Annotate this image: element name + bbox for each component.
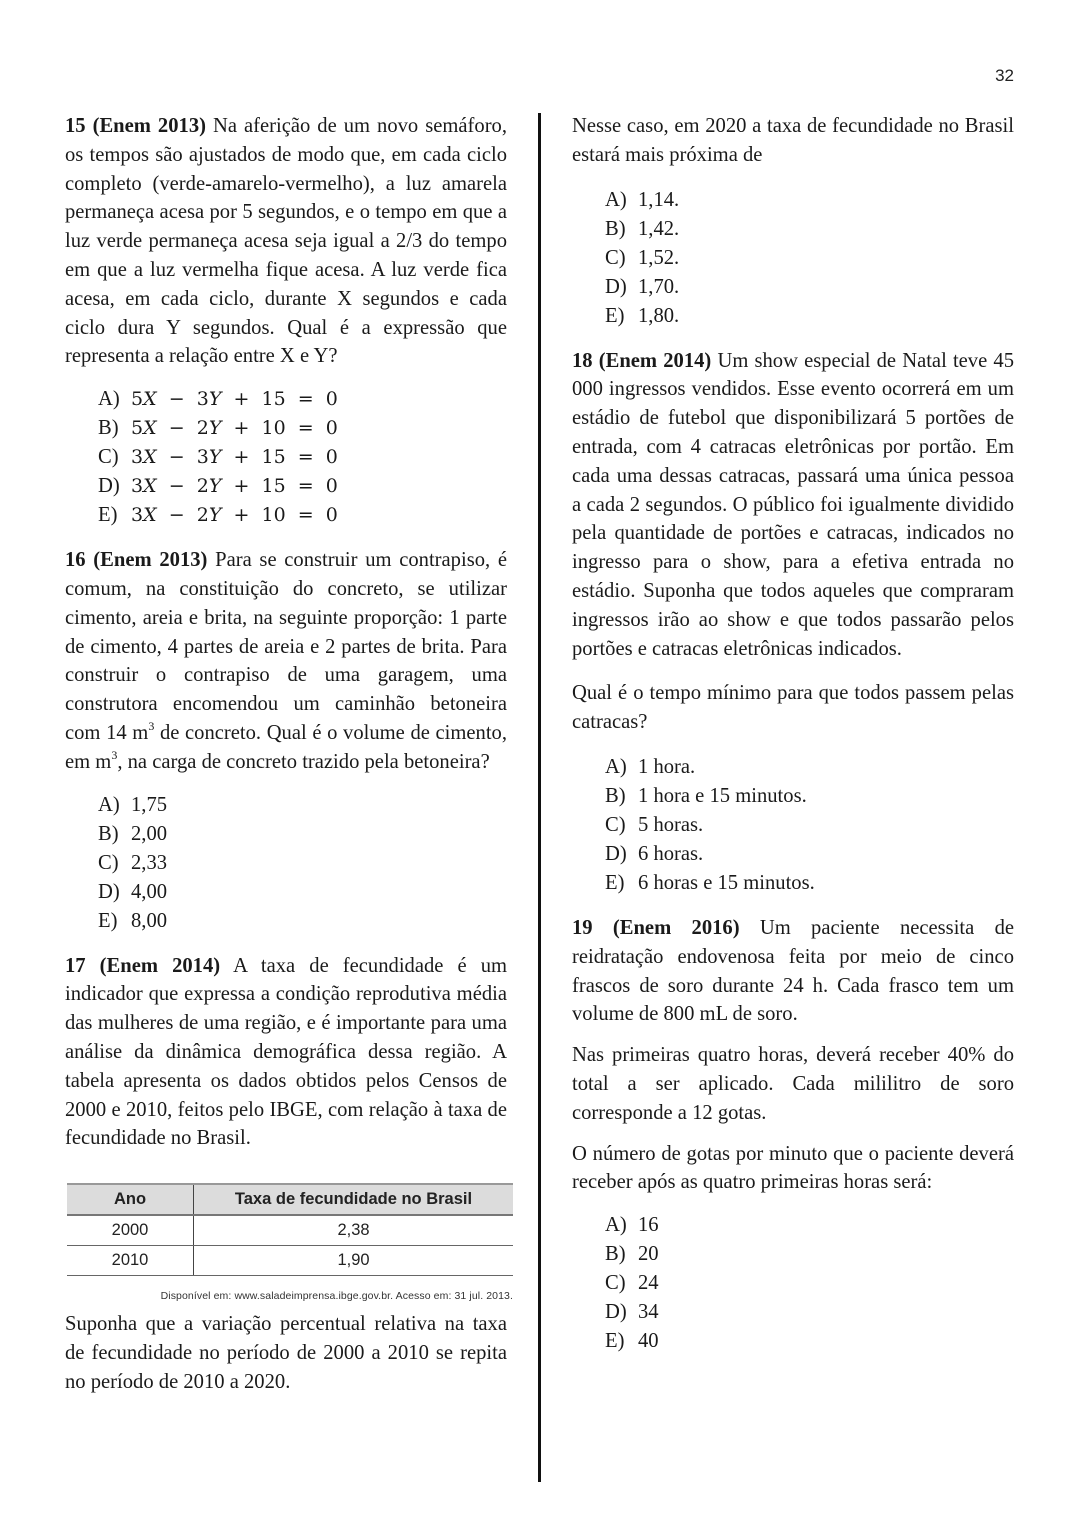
option-e[interactable]: E) 1,80.	[605, 304, 680, 327]
option-value: 40	[638, 1330, 659, 1353]
option-a[interactable]	[98, 385, 507, 414]
option-d[interactable]: D) 1,70.	[605, 275, 680, 298]
option-a[interactable]: A) 1,75	[98, 793, 168, 816]
option-e[interactable]: E) 8,00	[98, 909, 168, 932]
option-equation: 3X − 3Y + 15 = 0	[131, 446, 338, 469]
question-19-prompt: O número de gotas por minuto que o paciente deverá receber após as quatro primeiras horas será:	[572, 1142, 1014, 1194]
option-value: 1,14.	[638, 188, 680, 211]
table-source-note: Disponível em: www.saladeimprensa.ibge.gov.br. Acesso em: 31 jul. 2013.	[160, 1289, 513, 1302]
option-value: 1,52.	[638, 246, 680, 269]
option-value: 24	[638, 1272, 659, 1295]
question-15	[65, 112, 507, 530]
left-column	[65, 112, 513, 1397]
question-17-options	[605, 186, 1014, 331]
option-e[interactable]: E) 6 horas e 15 minutos.	[605, 871, 815, 894]
option-d[interactable]: D) 34	[605, 1301, 659, 1324]
option-value: 4,00	[131, 880, 168, 903]
option-d[interactable]: D) 4,00	[98, 880, 168, 903]
table-row	[67, 1215, 513, 1245]
option-letter: B)	[98, 417, 119, 440]
option-c[interactable]: C) 2,33	[98, 851, 168, 874]
option-letter: A)	[98, 388, 120, 411]
option-letter: D)	[98, 475, 120, 498]
question-15-options	[98, 385, 507, 530]
option-value: 34	[638, 1301, 659, 1324]
option-equation: 3X − 2Y + 10 = 0	[131, 504, 338, 527]
question-18-statement: 18 (Enem 2014) Um show especial de Natal teve 45 000 ingressos vendidos. Esse evento ocorrerá em um estádio de futebol que disponibilizará 5 portões de entrada, com 4 catracas eletrônicas por portão. Em cada uma dessas catracas, passará uma única pessoa a cada 2 segundos. O público foi igualmente dividido pela quantidade de portões e catracas, indicados no ingresso para o show, para a efetiva entrada no estádio. Suponha que todos aqueles que compraram ingressos irão ao show e que todos passarão pelos portões e catracas eletrônicas indicados.	[572, 349, 1014, 660]
option-letter: E)	[98, 504, 118, 527]
question-19-label: 19 (Enem 2016)	[572, 916, 740, 939]
question-17-label: 17 (Enem 2014)	[65, 954, 221, 977]
option-e[interactable]	[98, 501, 507, 530]
option-e[interactable]: E) 40	[605, 1330, 659, 1353]
option-a[interactable]: A) 16	[605, 1214, 659, 1237]
fertility-table	[67, 1183, 513, 1275]
option-value: 1 hora.	[638, 755, 696, 778]
question-17-assumption: Suponha que a variação percentual relativa na taxa de fecundidade no período de 2000 a 2010 se repita no período de 2010 a 2020.	[65, 1313, 507, 1393]
option-b[interactable]: B) 1,42.	[605, 217, 680, 240]
option-value: 1,42.	[638, 217, 680, 240]
option-b[interactable]	[98, 414, 507, 443]
option-value: 6 horas.	[638, 842, 704, 865]
question-19-options	[605, 1211, 1014, 1356]
question-17-continued	[572, 112, 1014, 331]
option-value: 20	[638, 1243, 659, 1266]
question-16	[65, 546, 507, 935]
question-16-options	[98, 791, 507, 936]
cell-year: 2010	[67, 1245, 194, 1275]
option-c[interactable]: C) 24	[605, 1272, 659, 1295]
option-b[interactable]: B) 1 hora e 15 minutos.	[605, 784, 807, 807]
option-equation: 5X − 3Y + 15 = 0	[131, 388, 338, 411]
question-16-label: 16 (Enem 2013)	[65, 549, 208, 572]
option-a[interactable]: A) 1,14.	[605, 188, 680, 211]
option-value: 6 horas e 15 minutos.	[638, 871, 815, 894]
question-15-text: Na aferição de um novo semáforo, os tempos são ajustados de modo que, em cada ciclo completo (verde-amarelo-vermelho), a luz amarela permaneça acesa por 5 segundos, e o tempo em que a luz verde permaneça acesa seja igual a 2/3 do tempo em que a luz vermelha fique acesa. A luz verde fica acesa, em cada ciclo, durante X segundos e cada ciclo dura Y segundos. Qual é a expressão que representa a relação entre X e Y?	[65, 115, 507, 368]
cell-rate: 1,90	[194, 1245, 514, 1275]
option-equation: 5X − 2Y + 10 = 0	[131, 417, 338, 440]
question-17-prompt: Nesse caso, em 2020 a taxa de fecundidade no Brasil estará mais próxima de	[572, 115, 1014, 166]
option-value: 1,80.	[638, 304, 680, 327]
question-19	[572, 914, 1014, 1356]
option-d[interactable]	[98, 472, 507, 501]
option-value: 2,00	[131, 822, 168, 845]
question-16-statement: 16 (Enem 2013) Para se construir um contrapiso, é comum, na constituição do concreto, se utilizar cimento, areia e brita, na seguinte proporção: 1 parte de cimento, 4 partes de areia e 2 partes de brita. Para construir o contrapiso de uma garagem, uma construtora encomendou um caminhão betoneira com 14 $m^3$ de concreto. Qual é o volume de cimento, em $m^3$, na carga de concreto trazido pela betoneira?	[65, 549, 507, 773]
question-19-statement: 19 (Enem 2016) Um paciente necessita de reidratação endovenosa feita por meio de cinco frascos de soro durante 24 h. Cada frasco tem um volume de 800 mL de soro.	[572, 916, 1015, 1026]
option-value: 2,33	[131, 851, 168, 874]
right-column	[572, 112, 1014, 1370]
option-equation: 3X − 2Y + 15 = 0	[131, 475, 338, 498]
fertility-table-container	[67, 1183, 513, 1310]
option-c[interactable]: C) 5 horas.	[605, 813, 704, 836]
column-header-rate: Taxa de fecundidade no Brasil	[194, 1184, 514, 1215]
option-value: 5 horas.	[638, 813, 704, 836]
column-header-year: Ano	[67, 1184, 194, 1215]
question-17	[65, 952, 513, 1397]
option-b[interactable]: B) 2,00	[98, 822, 168, 845]
question-18	[572, 347, 1014, 898]
question-18-label: 18 (Enem 2014)	[572, 349, 712, 372]
option-d[interactable]: D) 6 horas.	[605, 842, 704, 865]
option-a[interactable]: A) 1 hora.	[605, 755, 696, 778]
option-value: 8,00	[131, 909, 168, 932]
option-value: 1,75	[131, 793, 168, 816]
table-header-row	[67, 1184, 513, 1215]
question-18-prompt: Qual é o tempo mínimo para que todos passem pelas catracas?	[572, 682, 1014, 734]
option-b[interactable]: B) 20	[605, 1243, 659, 1266]
question-15-statement	[65, 112, 507, 371]
option-value: 16	[638, 1214, 659, 1237]
option-c[interactable]: C) 1,52.	[605, 246, 680, 269]
question-19-detail: Nas primeiras quatro horas, deverá receber 40% do total a ser aplicado. Cada mililitro de soro corresponde a 12 gotas.	[572, 1044, 1014, 1124]
option-value: 1 hora e 15 minutos.	[638, 784, 807, 807]
option-value: 1,70.	[638, 275, 680, 298]
page-number: 32	[995, 66, 1014, 85]
cell-year: 2000	[67, 1215, 194, 1245]
option-c[interactable]	[98, 443, 507, 472]
question-17-statement: 17 (Enem 2014) A taxa de fecundidade é um indicador que expressa a condição reprodutiva média das mulheres de uma região, e é importante para uma análise da dinâmica demográfica dessa região. A tabela apresenta os dados obtidos pelos Censos de 2000 e 2010, feitos pelo IBGE, com relação à taxa de fecundidade no Brasil.	[65, 954, 508, 1150]
option-letter: C)	[98, 446, 119, 469]
question-18-options	[605, 753, 1014, 898]
question-15-label: 15 (Enem 2013)	[65, 115, 206, 137]
column-divider	[538, 113, 541, 1482]
cell-rate: 2,38	[194, 1215, 514, 1245]
table-row	[67, 1245, 513, 1275]
